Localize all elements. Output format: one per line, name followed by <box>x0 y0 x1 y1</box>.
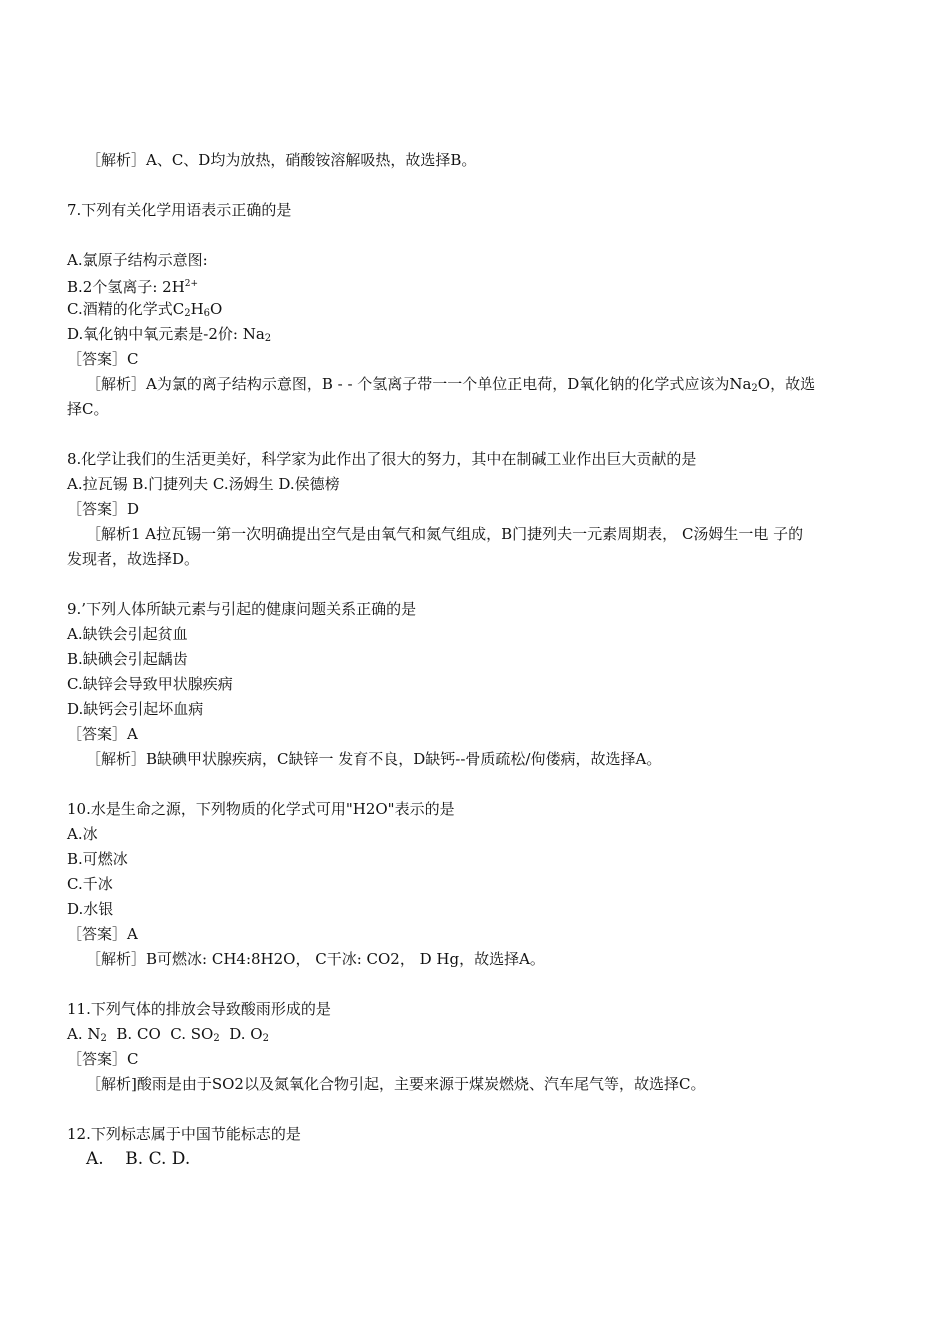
q10-stem: 10.水是生命之源，下列物质的化学式可用"H2O"表示的是 <box>67 800 455 818</box>
q12-options: A. B. C. D. <box>86 1149 191 1169</box>
intro-explanation: ［解析］A、C、D均为放热，硝酸铵溶解吸热，故选择B。 <box>86 151 477 169</box>
q8-explanation-cont: 发现者，故选择D。 <box>67 550 200 568</box>
q7-answer: ［答案］C <box>67 350 139 368</box>
q7-stem: 7.下列有关化学用语表示正确的是 <box>67 201 292 219</box>
q8-options: A.拉瓦锡 B.门捷列夫 C.汤姆生 D.侯德榜 <box>67 475 340 493</box>
q8-answer: ［答案］D <box>67 500 140 518</box>
q9-option-d: D.缺钙会引起坏血病 <box>67 700 204 718</box>
q9-option-b: B.缺碘会引起龋齿 <box>67 650 188 668</box>
q9-option-c: C.缺锌会导致甲状腺疾病 <box>67 675 233 693</box>
q11-answer: ［答案］C <box>67 1050 139 1068</box>
q8-stem: 8.化学让我们的生活更美好，科学家为此作出了很大的努力，其中在制碱工业作出巨大贡献的是 <box>67 450 697 468</box>
q10-answer: ［答案］A <box>67 925 138 943</box>
q10-option-a: A.冰 <box>67 825 98 843</box>
q10-explanation: ［解析］B可燃冰: CH4:8H2O， C干冰: CO2， D Hg，故选择A。 <box>86 950 545 968</box>
q9-answer: ［答案］A <box>67 725 138 743</box>
q10-option-d: D.水银 <box>67 900 114 918</box>
q9-explanation: ［解析］B缺碘甲状腺疾病，C缺锌一 发育不良，D缺钙--骨质疏松/佝偻病，故选择A。 <box>86 750 662 768</box>
q11-explanation: ［解析]酸雨是由于SO2以及氮氧化合物引起，主要来源于煤炭燃烧、汽车尾气等，故选择C。 <box>86 1075 706 1093</box>
q9-option-a: A.缺铁会引起贫血 <box>67 625 188 643</box>
q12-stem: 12.下列标志属于中国节能标志的是 <box>67 1125 301 1143</box>
q7-option-b: B.2个氢离子: $2H^{2+}$ <box>67 278 199 296</box>
q9-stem: 9.’下列人体所缺元素与引起的健康问题关系正确的是 <box>67 600 417 618</box>
q7-option-d: D.氧化钠中氧元素是-2价: $Na_2$ <box>67 325 272 344</box>
q8-explanation: ［解析1 A拉瓦锡一第一次明确提出空气是由氧气和氮气组成，B门捷列夫一元素周期表， C汤姆生一电 子的 <box>86 525 804 543</box>
q10-option-c: C.千冰 <box>67 875 113 893</box>
q11-stem: 11.下列气体的排放会导致酸雨形成的是 <box>67 1000 331 1018</box>
q7-explanation-cont: 择C。 <box>67 400 109 418</box>
q10-option-b: B.可燃冰 <box>67 850 128 868</box>
q7-explanation: ［解析］A为氯的离子结构示意图，B - - 个氢离子带一一个单位正电荷，D氧化钠的化学式应该为$Na_2O$，故选 <box>86 375 816 394</box>
q7-option-a: A.氯原子结构示意图: <box>67 251 208 269</box>
q7-option-c: C.酒精的化学式$C_2H_6O$ <box>67 300 223 319</box>
q11-options: A. $N_2$ B. CO C. $SO_2$ D. $O_2$ <box>67 1025 269 1044</box>
